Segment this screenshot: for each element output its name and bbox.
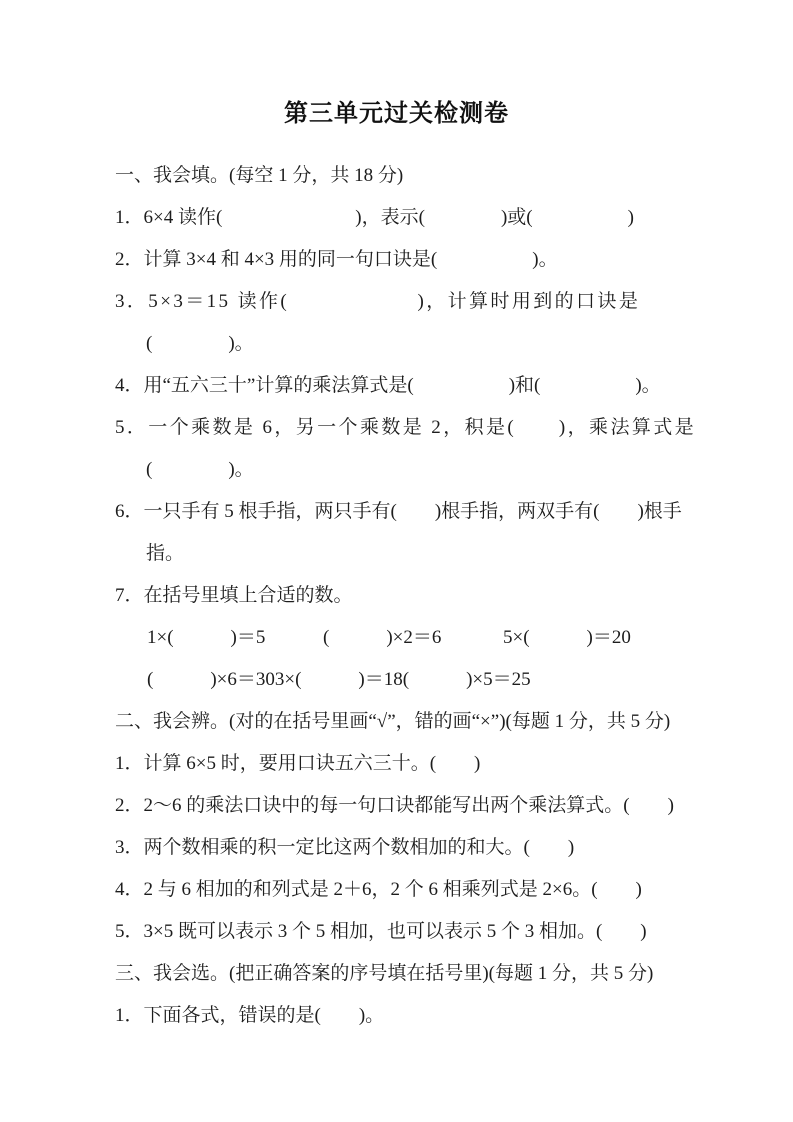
section-one-question-1: 1．6×4 读作( )，表示( )或( )	[115, 207, 634, 228]
section-one-question-6-line-1: 6．一只手有 5 根手指，两只手有( )根手指，两双手有( )根手	[115, 501, 682, 522]
section-one-question-4: 4．用“五六三十”计算的乘法算式是( )和( )。	[115, 375, 661, 396]
section-two-heading: 二、我会辨。(对的在括号里画“√”，错的画“×”)(每题 1 分，共 5 分)	[115, 711, 671, 732]
section-one-question-3-line-1: 3．5×3＝15 读作( )，计算时用到的口诀是	[115, 291, 641, 312]
paper-content	[0, 155, 793, 1037]
equation-blank: ( )×2＝6	[323, 627, 442, 648]
section-two-question-2: 2．2～6 的乘法口诀中的每一句口诀都能写出两个乘法算式。( )	[115, 795, 674, 816]
section-two-question-1: 1．计算 6×5 时，要用口诀五六三十。( )	[115, 753, 481, 774]
section-two-question-3: 3．两个数相乘的积一定比这两个数相加的和大。( )	[115, 837, 575, 858]
section-three-question-1: 1．下面各式，错误的是( )。	[115, 1005, 385, 1026]
equation-blank: ( )×5＝25	[402, 669, 531, 690]
section-one-question-5-line-2: ( )。	[146, 459, 254, 480]
page-title: 第三单元过关检测卷	[284, 100, 509, 127]
equation-blank: ( )×6＝30	[147, 669, 275, 690]
section-one-question-6-line-2: 指。	[146, 543, 185, 564]
section-one-heading: 一、我会填。(每空 1 分，共 18 分)	[115, 165, 404, 186]
equation-blank: 1×( )＝5	[147, 627, 266, 648]
section-two-question-5: 5．3×5 既可以表示 3 个 5 相加，也可以表示 5 个 3 相加。( )	[115, 921, 647, 942]
question-7-equation-row-1	[0, 617, 793, 659]
section-two-question-4: 4．2 与 6 相加的和列式是 2＋6，2 个 6 相乘列式是 2×6。( )	[115, 879, 642, 900]
section-three-heading: 三、我会选。(把正确答案的序号填在括号里)(每题 1 分，共 5 分)	[115, 963, 654, 984]
section-one-question-5-line-1: 5．一个乘数是 6，另一个乘数是 2，积是( )，乘法算式是	[115, 417, 697, 438]
section-one-question-3-line-2: ( )。	[146, 333, 254, 354]
equation-blank: 5×( )＝20	[503, 627, 631, 648]
question-7-equation-row-2	[0, 659, 793, 701]
section-one-question-2: 2．计算 3×4 和 4×3 用的同一句口诀是( )。	[115, 249, 558, 270]
equation-blank: 3×( )＝18	[274, 669, 403, 690]
section-one-question-7: 7．在括号里填上合适的数。	[115, 585, 353, 606]
